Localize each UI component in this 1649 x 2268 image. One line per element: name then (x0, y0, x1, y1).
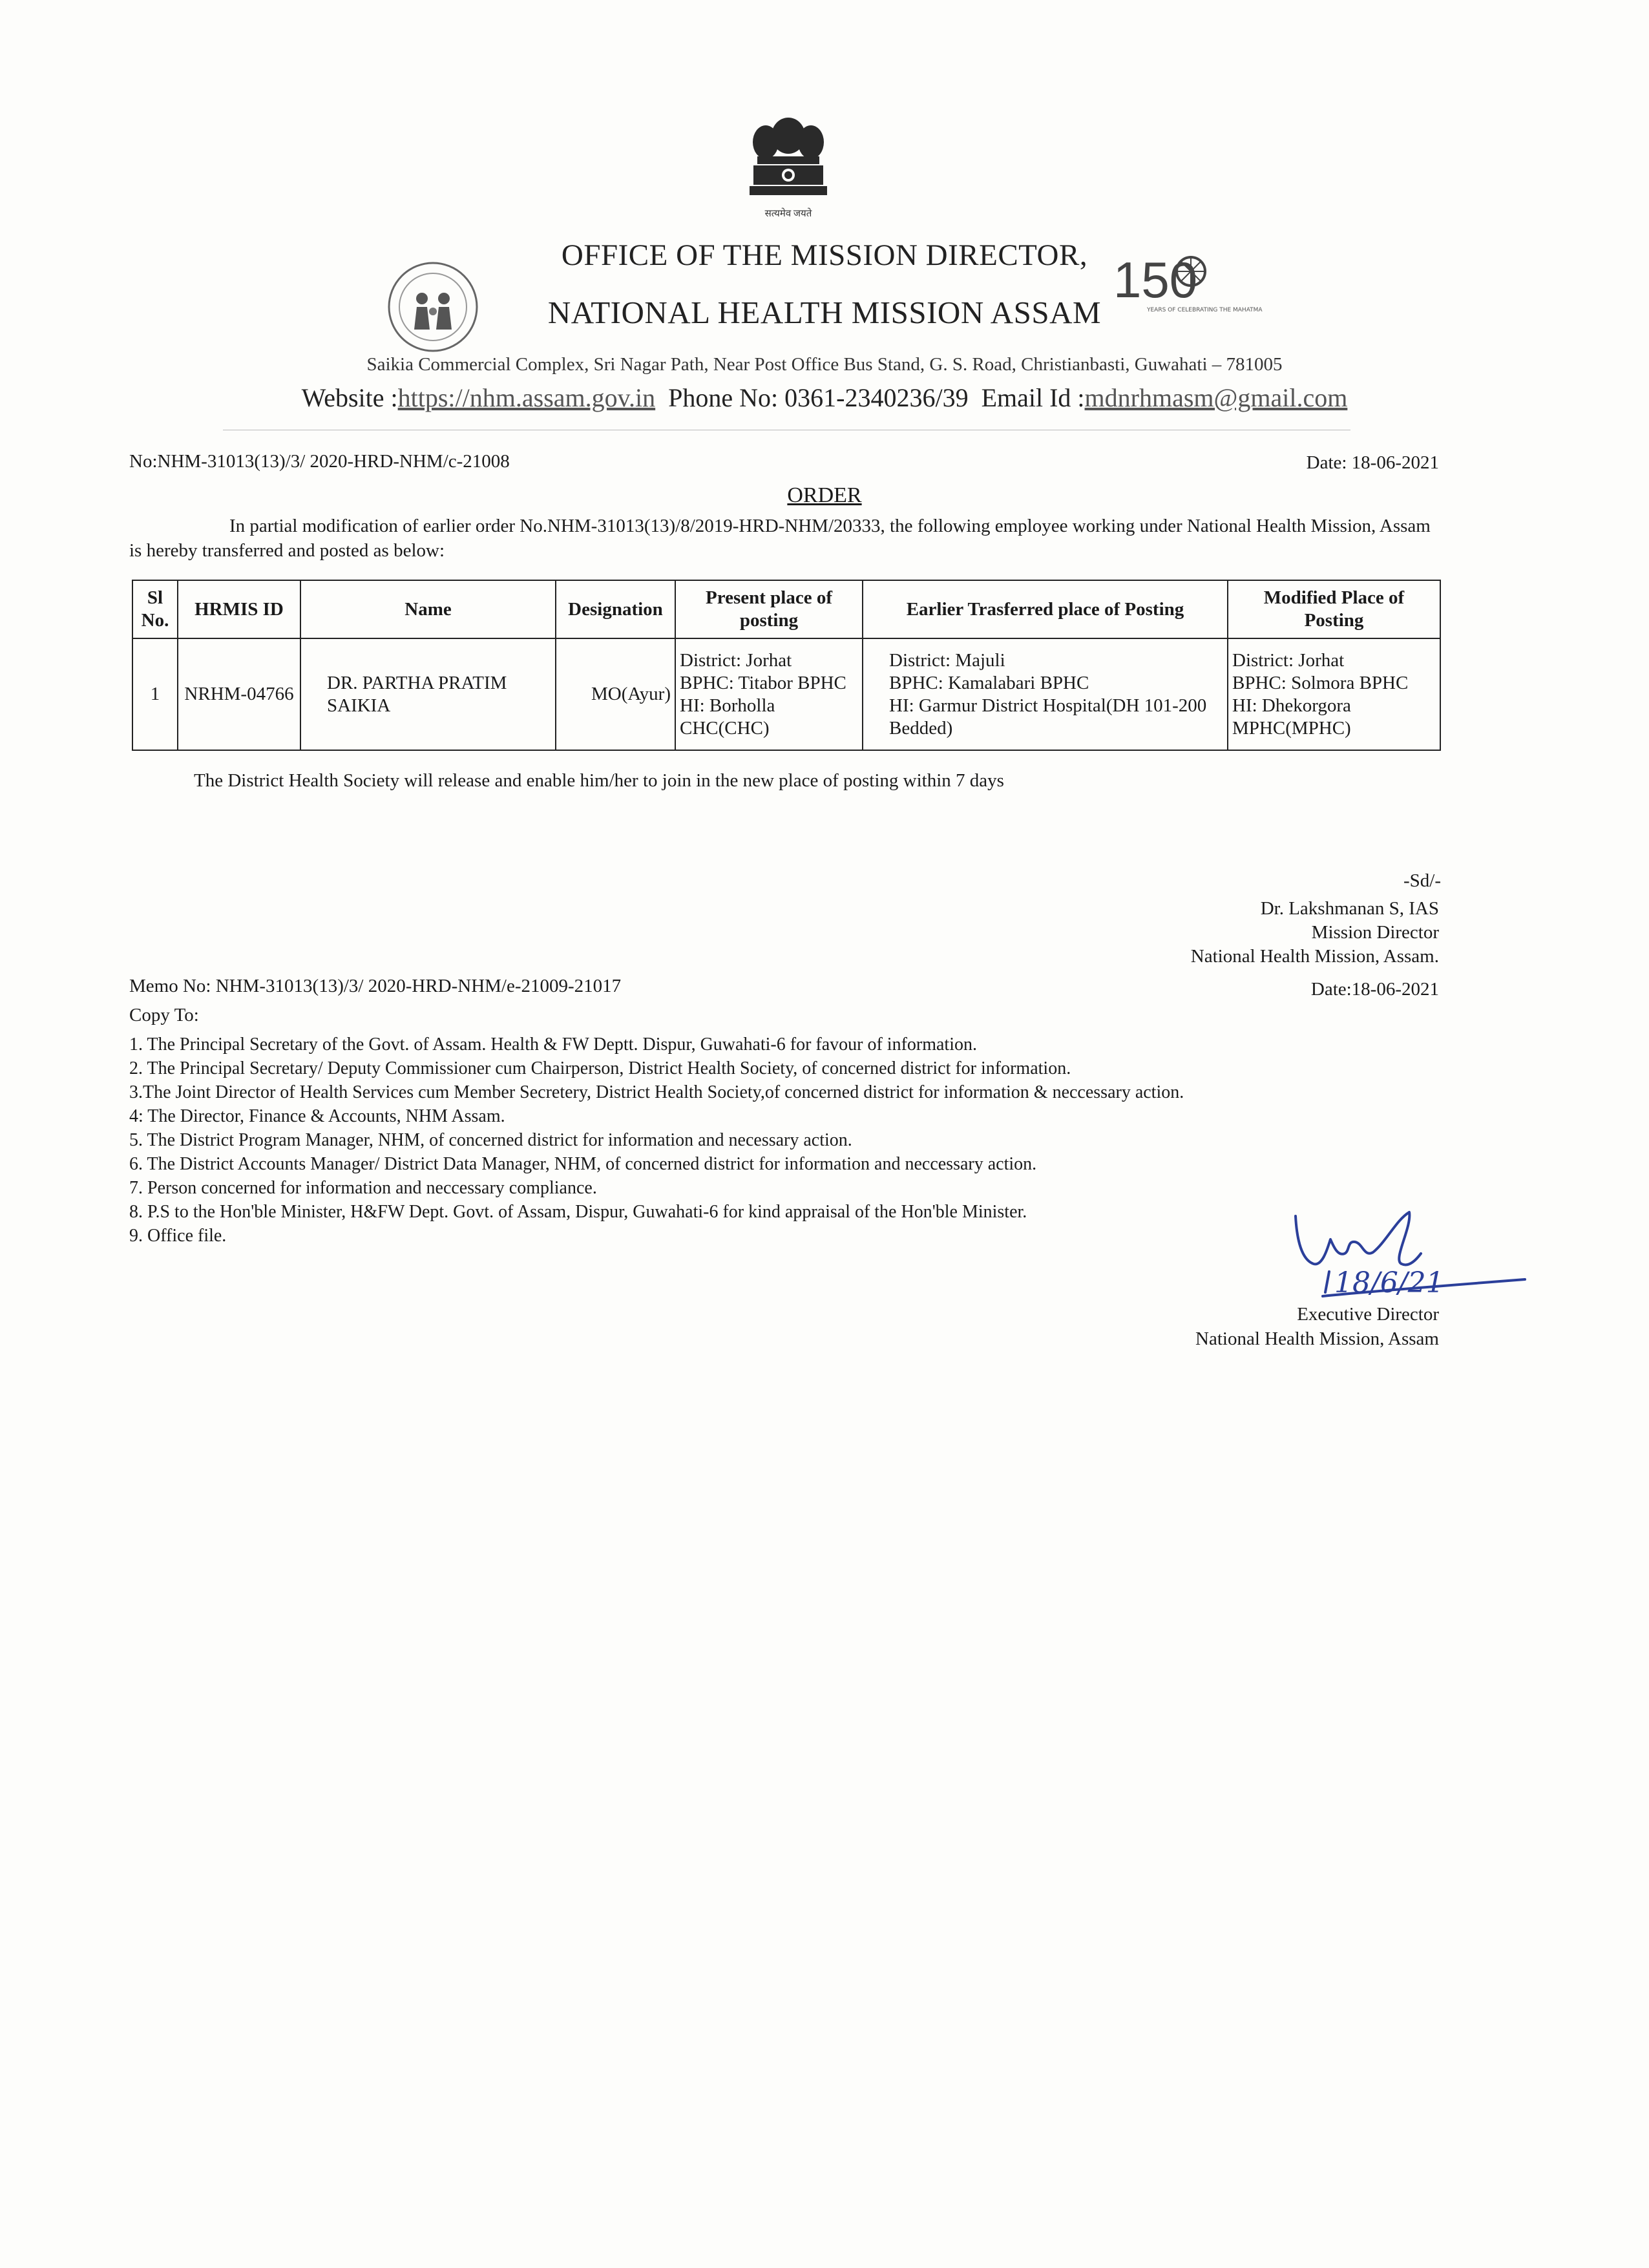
executive-org: National Health Mission, Assam (1195, 1328, 1439, 1349)
contact-line (0, 383, 1649, 413)
signatory-block (1191, 897, 1439, 969)
table-row (132, 638, 1440, 750)
earlier-bphc: BPHC: Kamalabari BPHC (889, 672, 1089, 693)
list-item: 4: The Director, Finance & Accounts, NHM Assam. (129, 1106, 505, 1126)
present-bphc: BPHC: Titabor BPHC (680, 672, 846, 693)
copy-to-list (129, 1033, 1184, 1248)
memo-no: Memo No: NHM-31013(13)/3/ 2020-HRD-NHM/e-21009-21017 (129, 976, 622, 996)
cell-present (675, 638, 863, 750)
cell-earlier (863, 638, 1228, 750)
cell-modified (1228, 638, 1440, 750)
mission-title: NATIONAL HEALTH MISSION ASSAM (547, 295, 1102, 330)
signatory-name: Dr. Lakshmanan S, IAS (1260, 898, 1439, 919)
state-emblem-icon (737, 110, 840, 220)
modified-bphc: BPHC: Solmora BPHC (1232, 672, 1409, 693)
list-item: 9. Office file. (129, 1226, 227, 1246)
col-header-modified: Modified Place of Posting (1228, 580, 1440, 638)
phone-label: Phone No: (668, 383, 785, 412)
table-header-row (132, 580, 1440, 638)
website-label: Website : (301, 383, 398, 412)
present-district: District: Jorhat (680, 649, 792, 671)
list-item: 5. The District Program Manager, NHM, of concerned district for information and necessary action. (129, 1130, 852, 1150)
list-item: 3.The Joint Director of Health Services cum Member Secretery, District Health Society,of concerned district for information & neccessary action. (129, 1082, 1184, 1102)
cell-name: DR. PARTHA PRATIM SAIKIA (300, 638, 556, 750)
office-address: Saikia Commercial Complex, Sri Nagar Path, Near Post Office Bus Stand, G. S. Road, Christianbasti, Guwahati – 781005 (366, 354, 1283, 375)
gandhi-logo-caption: YEARS OF CELEBRATING THE MAHATMA (1147, 307, 1263, 313)
list-item: 6. The District Accounts Manager/ District Data Manager, NHM, of concerned district for information and neccessary action. (129, 1154, 1037, 1174)
col-header-earlier: Earlier Trasferred place of Posting (863, 580, 1228, 638)
signature-date: 18/6/21 (1334, 1266, 1444, 1299)
order-heading: ORDER (787, 483, 862, 507)
list-item: 8. P.S to the Hon'ble Minister, H&FW Dept. Govt. of Assam, Dispur, Guwahati-6 for kind appraisal of the Hon'ble Minister. (129, 1202, 1027, 1222)
executive-title: Executive Director (1297, 1304, 1439, 1325)
signatory-org: National Health Mission, Assam. (1190, 946, 1439, 967)
phone-number: 0361-2340236/39 (784, 383, 969, 412)
col-header-hrmis: HRMIS ID (178, 580, 300, 638)
gandhi-150-logo-icon (1108, 246, 1263, 330)
order-note: The District Health Society will release and enable him/her to join in the new place of posting within 7 days (194, 770, 1004, 791)
posting-table (132, 580, 1441, 751)
present-hi: HI: Borholla CHC(CHC) (680, 695, 775, 739)
cell-designation: MO(Ayur) (556, 638, 675, 750)
cell-sl: 1 (132, 638, 178, 750)
email-link[interactable]: mdnrhmasm@gmail.com (1084, 383, 1348, 412)
col-header-present: Present place of posting (675, 580, 863, 638)
col-header-designation: Designation (556, 580, 675, 638)
signatory-designation: Mission Director (1311, 922, 1439, 943)
col-header-sl: Sl No. (132, 580, 178, 638)
office-title: OFFICE OF THE MISSION DIRECTOR, (561, 238, 1088, 272)
website-link[interactable]: https://nhm.assam.gov.in (397, 383, 656, 412)
gandhi-logo-number: 150 (1113, 251, 1198, 308)
list-item: 2. The Principal Secretary/ Deputy Commissioner cum Chairperson, District Health Society, of concerned district for information. (129, 1058, 1071, 1078)
order-intro: In partial modification of earlier order No.NHM-31013(13)/8/2019-HRD-NHM/20333, the following employee working under National Health Mission, Assam is hereby transferred and posted as below: (129, 516, 1431, 561)
col-header-name: Name (300, 580, 556, 638)
copy-to-label: Copy To: (129, 1005, 199, 1025)
earlier-district: District: Majuli (889, 649, 1005, 671)
list-item: 7. Person concerned for information and neccessary compliance. (129, 1178, 597, 1198)
list-item: 1. The Principal Secretary of the Govt. of Assam. Health & FW Deptt. Dispur, Guwahati-6 for favour of information. (129, 1034, 977, 1055)
executive-block (1195, 1302, 1439, 1351)
order-ref-no: No:NHM-31013(13)/3/ 2020-HRD-NHM/c-21008 (129, 451, 510, 472)
email-label: Email Id : (981, 383, 1085, 412)
cell-hrmis: NRHM-04766 (178, 638, 300, 750)
modified-hi: HI: Dhekorgora MPHC(MPHC) (1232, 695, 1351, 739)
order-date: Date: 18-06-2021 (1306, 452, 1439, 473)
earlier-hi: HI: Garmur District Hospital(DH 101-200 Bedded) (889, 695, 1207, 739)
modified-district: District: Jorhat (1232, 649, 1345, 671)
emblem-motto: सत्यमेव जयते (764, 209, 812, 219)
handwritten-signature-icon (1283, 1202, 1541, 1312)
memo-date: Date:18-06-2021 (1310, 979, 1439, 1000)
signed-mark: -Sd/- (1403, 870, 1441, 891)
